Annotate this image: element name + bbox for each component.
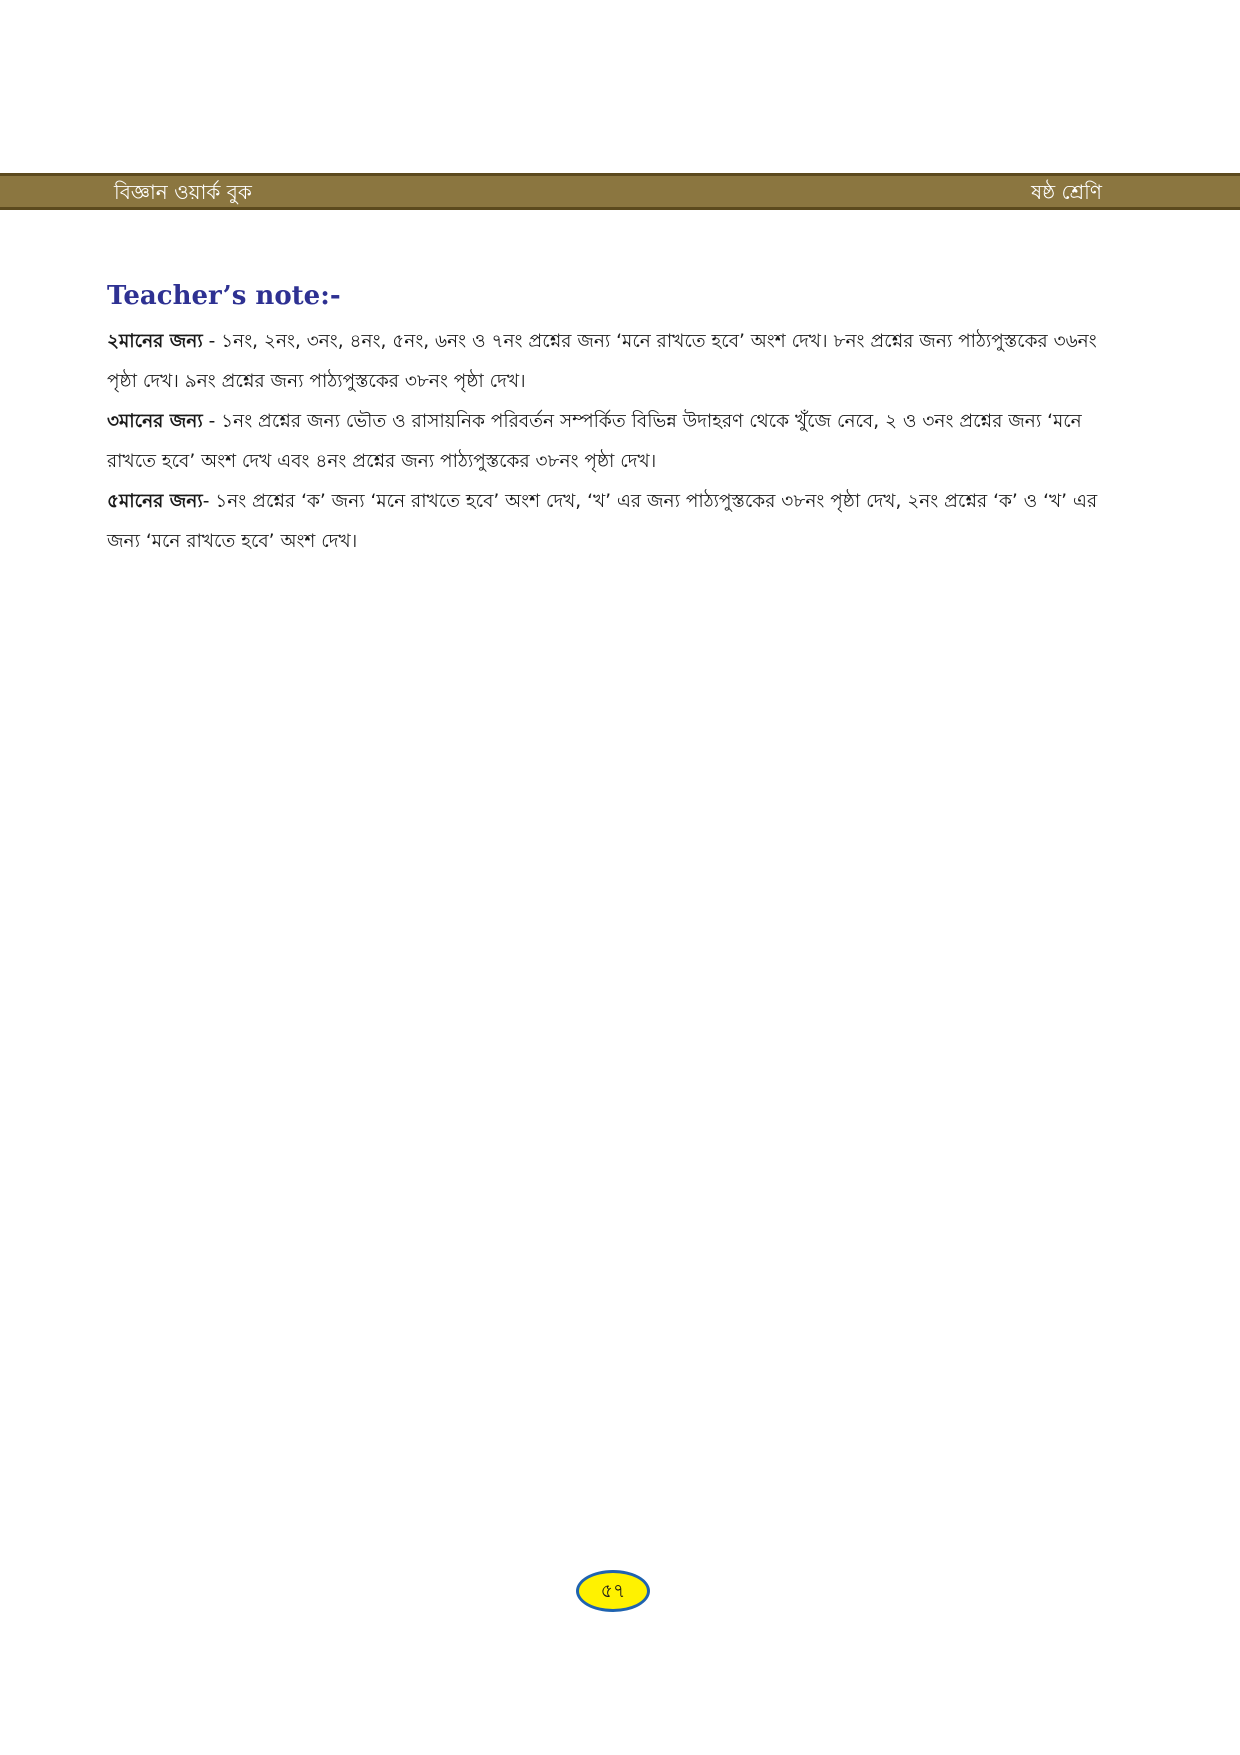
note-label: ৫মানের জন্য: [107, 491, 203, 512]
note-paragraph-3-marks: [107, 402, 1107, 482]
page-number-badge: ৫৭: [576, 1570, 650, 1612]
note-text: - ১নং, ২নং, ৩নং, ৪নং, ৫নং, ৬নং ও ৭নং প্রশ্নের জন্য ‘মনে রাখতে হবে’ অংশ দেখ। ৮নং প্রশ্নের জন্য পাঠ্যপুস্তকের ৩৬নং পৃষ্ঠা দেখ। ৯নং প্রশ্নের জন্য পাঠ্যপুস্তকের ৩৮নং পৃষ্ঠা দেখ।: [107, 331, 1097, 392]
book-title: বিজ্ঞান ওয়ার্ক বুক: [114, 180, 252, 204]
teachers-note-body: [107, 322, 1107, 562]
teachers-note-heading: Teacher’s note:-: [107, 281, 341, 311]
note-text: - ১নং প্রশ্নের ‘ক’ জন্য ‘মনে রাখতে হবে’ অংশ দেখ, ‘খ’ এর জন্য পাঠ্যপুস্তকের ৩৮নং পৃষ্ঠা দেখ, ২নং প্রশ্নের ‘ক’ ও ‘খ’ এর জন্য ‘মনে রাখতে হবে’ অংশ দেখ।: [107, 491, 1098, 552]
note-label: ২মানের জন্য: [107, 331, 203, 352]
note-paragraph-2-marks: [107, 322, 1107, 402]
note-paragraph-5-marks: [107, 482, 1107, 562]
class-label: ষষ্ঠ শ্রেণি: [1031, 180, 1102, 204]
note-text: - ১নং প্রশ্নের জন্য ভৌত ও রাসায়নিক পরিবর্তন সম্পর্কিত বিভিন্ন উদাহরণ থেকে খুঁজে নেবে, ২ ও ৩নং প্রশ্নের জন্য ‘মনে রাখতে হবে’ অংশ দেখ এবং ৪নং প্রশ্নের জন্য পাঠ্যপুস্তকের ৩৮নং পৃষ্ঠা দেখ।: [107, 411, 1082, 472]
note-label: ৩মানের জন্য: [107, 411, 203, 432]
running-header: [0, 173, 1240, 210]
